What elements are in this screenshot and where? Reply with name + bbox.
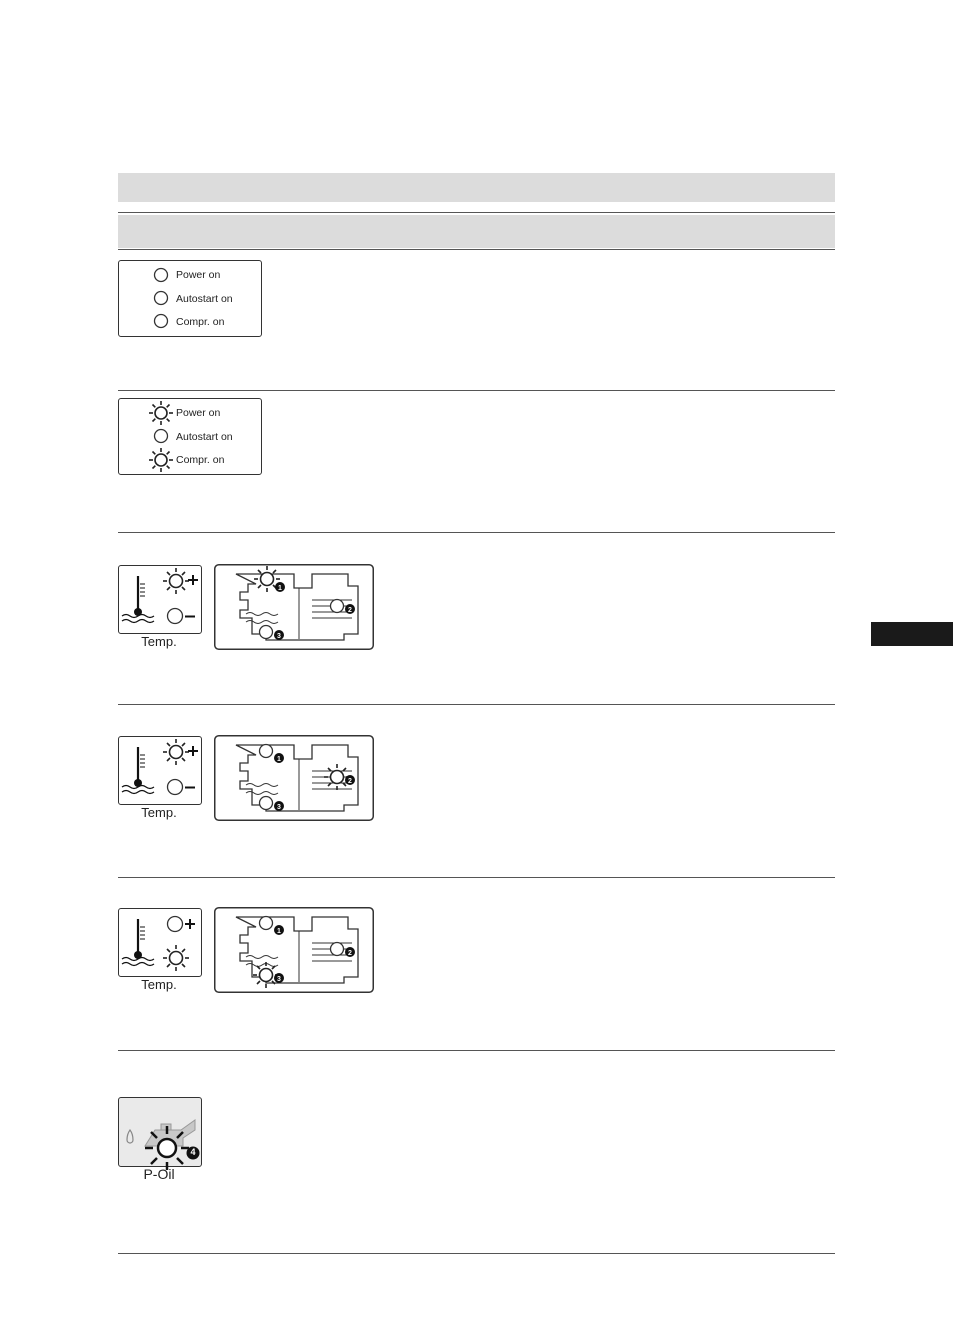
divider-row4 bbox=[118, 877, 835, 878]
marker-2-label: 2 bbox=[348, 778, 352, 785]
plus-icon bbox=[188, 575, 198, 585]
divider-row5 bbox=[118, 1050, 835, 1051]
plus-icon bbox=[188, 746, 198, 756]
p-oil-caption: P-Oil bbox=[143, 1166, 175, 1182]
led-on-icon bbox=[163, 568, 189, 594]
marker-1-label: 1 bbox=[278, 585, 282, 592]
temp-caption: Temp. bbox=[141, 805, 177, 820]
marker-4-label: 4 bbox=[190, 1147, 196, 1157]
divider-header bbox=[118, 249, 835, 250]
led-label-compr: Compr. on bbox=[176, 454, 225, 466]
marker-2-label: 2 bbox=[348, 607, 352, 614]
led-off-icon bbox=[153, 290, 169, 306]
led-off-icon bbox=[260, 626, 273, 639]
plus-icon bbox=[185, 919, 195, 929]
marker-1-label: 1 bbox=[277, 928, 281, 935]
oil-pressure-panel bbox=[118, 1097, 202, 1167]
header-band-1 bbox=[118, 173, 835, 202]
divider-row3 bbox=[118, 704, 835, 705]
led-off-icon bbox=[260, 745, 273, 758]
divider-top bbox=[118, 212, 835, 213]
led-off-icon bbox=[260, 917, 273, 930]
thermometer-icon bbox=[121, 572, 161, 628]
temp-panel bbox=[118, 736, 202, 805]
section-tab-marker bbox=[871, 622, 953, 646]
led-off-icon bbox=[331, 600, 344, 613]
led-label-autostart: Autostart on bbox=[176, 293, 233, 305]
status-panel-power-compr-on bbox=[118, 398, 262, 475]
divider-bottom bbox=[118, 1253, 835, 1254]
temp-panel bbox=[118, 908, 202, 977]
led-label-power: Power on bbox=[176, 269, 221, 281]
led-label-autostart: Autostart on bbox=[176, 431, 233, 443]
minus-icon bbox=[185, 786, 195, 789]
led-on-icon bbox=[163, 739, 189, 765]
temp-caption: Temp. bbox=[141, 634, 177, 649]
compressor-diagram bbox=[214, 907, 374, 993]
compressor-diagram bbox=[214, 564, 374, 650]
led-label-power: Power on bbox=[176, 407, 221, 419]
led-off-icon bbox=[153, 267, 169, 283]
divider-row1 bbox=[118, 390, 835, 391]
led-on-icon bbox=[149, 448, 173, 472]
led-off-icon bbox=[260, 797, 273, 810]
led-label-compr: Compr. on bbox=[176, 316, 225, 328]
thermometer-icon bbox=[121, 743, 161, 799]
led-off-icon bbox=[153, 428, 169, 444]
temp-caption: Temp. bbox=[141, 977, 177, 992]
led-on-icon bbox=[163, 945, 189, 971]
marker-3-label: 3 bbox=[277, 804, 281, 811]
thermometer-icon bbox=[121, 915, 161, 971]
led-off-icon bbox=[331, 943, 344, 956]
led-off-icon bbox=[153, 313, 169, 329]
compressor-diagram bbox=[214, 735, 374, 821]
led-off-icon bbox=[166, 915, 184, 933]
minus-icon bbox=[185, 615, 195, 618]
divider-row2 bbox=[118, 532, 835, 533]
led-on-icon bbox=[149, 401, 173, 425]
led-off-icon bbox=[166, 778, 184, 796]
header-band-2 bbox=[118, 215, 835, 248]
marker-3-label: 3 bbox=[277, 633, 281, 640]
marker-3-label: 3 bbox=[277, 976, 281, 983]
temp-panel bbox=[118, 565, 202, 634]
status-panel-all-off bbox=[118, 260, 262, 337]
marker-1-label: 1 bbox=[277, 756, 281, 763]
marker-2-label: 2 bbox=[348, 950, 352, 957]
led-off-icon bbox=[166, 607, 184, 625]
led-on-icon bbox=[145, 1126, 189, 1170]
